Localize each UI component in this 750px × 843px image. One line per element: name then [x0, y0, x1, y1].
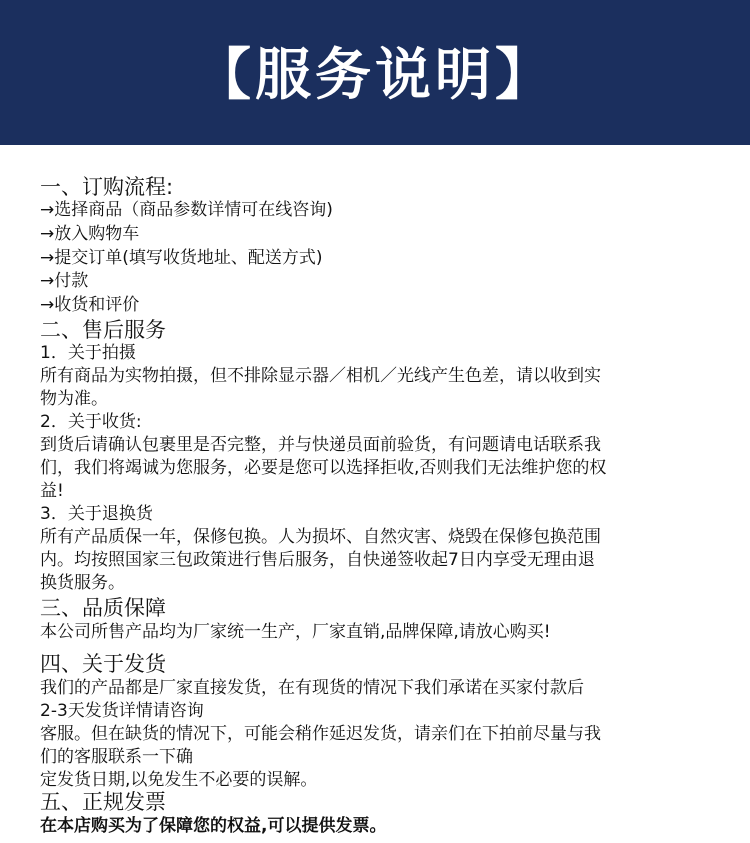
body-line: 们的客服联系一下确 [40, 747, 193, 767]
order-step: →选择商品（商品参数详情可在线咨询) [40, 200, 333, 220]
banner-title: 【服务说明】 [195, 42, 555, 108]
body-line: 所有商品为实物拍摄，但不排除显示器／相机／光线产生色差，请以收到实 [40, 366, 601, 386]
order-step: →付款 [40, 271, 89, 291]
body-line: 益! [40, 481, 64, 501]
body-line: 我们的产品都是厂家直接发货，在有现货的情况下我们承诺在买家付款后 [40, 678, 584, 698]
subsection-title: 1．关于拍摄 [40, 343, 136, 363]
section-heading-ordering: 一、订购流程: [40, 175, 174, 199]
section-heading-quality: 三、品质保障 [40, 596, 166, 620]
header-banner [0, 0, 750, 145]
section-heading-invoice: 五、正规发票 [40, 790, 166, 814]
section-heading-shipping: 四、关于发货 [40, 652, 166, 676]
body-line: 客服。但在缺货的情况下，可能会稍作延迟发货，请亲们在下拍前尽量与我 [40, 724, 601, 744]
body-line: 在本店购买为了保障您的权益,可以提供发票。 [40, 816, 387, 836]
body-line: 换货服务。 [40, 573, 125, 593]
body-line: 所有产品质保一年，保修包换。人为损坏、自然灾害、烧毁在保修包换范围 [40, 527, 601, 547]
body-line: 物为准。 [40, 389, 108, 409]
order-step: →放入购物车 [40, 224, 140, 244]
body-line: 们，我们将竭诚为您服务，必要是您可以选择拒收,否则我们无法维护您的权 [40, 458, 607, 478]
subsection-title: 3．关于退换货 [40, 504, 153, 524]
order-step: →收货和评价 [40, 295, 140, 315]
body-line: 到货后请确认包裹里是否完整，并与快递员面前验货，有问题请电话联系我 [40, 435, 601, 455]
subsection-title: 2．关于收货: [40, 412, 142, 432]
order-step: →提交订单(填写收货地址、配送方式) [40, 248, 323, 268]
body-line: 定发货日期,以免发生不必要的误解。 [40, 770, 318, 790]
section-heading-after-sales: 二、售后服务 [40, 318, 166, 342]
body-line: 本公司所售产品均为厂家统一生产，厂家直销,品牌保障,请放心购买! [40, 622, 551, 642]
body-line: 内。均按照国家三包政策进行售后服务，自快递签收起7日内享受无理由退 [40, 550, 595, 570]
body-line: 2-3天发货详情请咨询 [40, 701, 204, 721]
